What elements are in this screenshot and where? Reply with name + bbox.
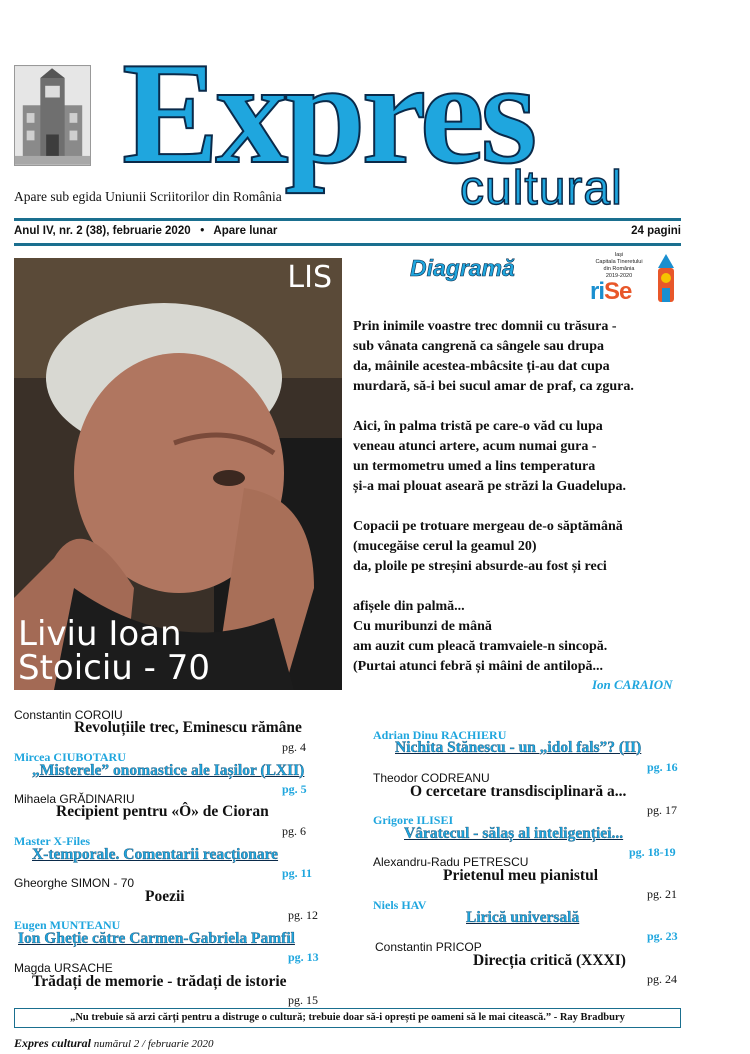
masthead-title: Expres xyxy=(122,32,534,194)
stanza-break xyxy=(353,497,693,517)
toc-author: Adrian Dinu RACHIERU xyxy=(373,728,507,742)
poem-line: veneau atunci artere, acum numai gura - xyxy=(353,439,597,454)
toc-title[interactable]: Nichita Stănescu - un „idol fals”? (II) xyxy=(395,739,642,756)
poem-line: și-a mai plouat aseară pe străzi la Guadelupa. xyxy=(353,479,627,494)
poem-line: sub vânata cangrenă ca sângele sau drupa xyxy=(353,339,605,354)
toc-author: Eugen MUNTEANU xyxy=(14,918,121,932)
toc-title[interactable]: Recipient pentru «Ô» de Cioran xyxy=(56,803,269,820)
toc-page: pg. 13 xyxy=(288,950,319,964)
divider-bottom xyxy=(14,243,681,246)
toc-title[interactable]: Prietenul meu pianistul xyxy=(443,867,599,884)
toc-page: pg. 16 xyxy=(647,760,678,774)
divider-top xyxy=(14,218,681,221)
masthead-subtitle: cultural xyxy=(460,162,623,215)
toc-author: Grigore ILISEI xyxy=(373,813,454,827)
masthead-egida: Apare sub egida Uniunii Scriitorilor din România xyxy=(14,189,282,204)
toc-page: pg. 5 xyxy=(282,782,307,796)
toc-author: Mircea CIUBOTARU xyxy=(14,750,126,764)
poem-line: da, mâinile acestea-mbâcsite ți-au dat cupa xyxy=(353,359,610,374)
rise-line1: Iași xyxy=(614,252,624,258)
toc-title[interactable]: O cercetare transdisciplinară a... xyxy=(410,783,627,800)
rise-logo-icon xyxy=(652,254,680,304)
toc-author: Constantin PRICOP xyxy=(375,940,482,954)
stanza-break xyxy=(353,577,693,597)
toc-page: pg. 6 xyxy=(282,824,306,838)
stanza-break xyxy=(353,397,693,417)
toc-author: Constantin COROIU xyxy=(14,708,123,722)
footer-name: Expres cultural xyxy=(14,1036,92,1050)
toc-page: pg. 4 xyxy=(282,740,306,754)
palace-icon xyxy=(15,66,90,165)
poem-line: (Purtai atunci febră și mâini de antilopă... xyxy=(353,659,604,674)
issue-frequency: Apare lunar xyxy=(213,225,278,237)
toc-title[interactable]: X-temporale. Comentarii reacționare xyxy=(32,846,279,863)
footer xyxy=(14,1036,214,1051)
poem-line: Prin inimile voastre trec domnii cu trăsura - xyxy=(353,319,617,334)
photo-caption-line2: Stoiciu - 70 xyxy=(18,648,210,688)
photo-tag: LIS xyxy=(287,260,332,295)
toc-title[interactable]: Poezii xyxy=(145,888,185,905)
rise-logo xyxy=(590,252,682,306)
poem-line: Aici, în palma tristă pe care-o văd cu lupa xyxy=(353,419,603,434)
quote-box xyxy=(14,1008,681,1028)
toc-page: pg. 18-19 xyxy=(629,845,676,859)
toc-page: pg. 23 xyxy=(647,929,678,943)
issue-number: Anul IV, nr. 2 (38), februarie 2020 xyxy=(14,225,191,237)
poem-line: Copacii pe trotuare mergeau de-o săptămână xyxy=(353,519,623,534)
toc-title[interactable]: Trădați de memorie - trădați de istorie xyxy=(32,973,287,990)
toc-author: Alexandru-Radu PETRESCU xyxy=(373,855,529,869)
poem-line: (mucegăise cerul la geamul 20) xyxy=(353,539,537,554)
photo-caption-line1: Liviu Ioan xyxy=(18,614,182,654)
rise-line2: Capitala Tineretului xyxy=(595,259,643,265)
poem-author: Ion CARAION xyxy=(592,677,673,692)
toc-title[interactable]: Vâratecul - sălaș al inteligenției... xyxy=(404,825,624,842)
toc-author: Gheorghe SIMON - 70 xyxy=(14,876,135,890)
toc-page: pg. 12 xyxy=(288,908,318,922)
rise-line3: din România xyxy=(603,266,635,272)
toc-title[interactable]: Revoluțiile trec, Eminescu rămâne xyxy=(74,719,302,736)
poem-line: da, ploile pe streșini absurde-au fost și reci xyxy=(353,559,607,574)
poem-line: Cu muribunzi de mână xyxy=(353,619,492,634)
quote-text: „Nu trebuie să arzi cărți pentru a distruge o cultură; trebuie doar să-i oprești pe oameni să le mai citească.” xyxy=(70,1012,552,1023)
poem-body xyxy=(353,317,693,677)
toc-page: pg. 11 xyxy=(282,866,313,880)
rise-line4: 2019-2020 xyxy=(605,273,633,279)
toc-page: pg. 17 xyxy=(647,803,677,817)
poem-line: am auzit cum pleacă tramvaiele-n sincopă. xyxy=(353,639,608,654)
issue-info xyxy=(14,225,277,237)
toc-title[interactable]: Lirică universală xyxy=(466,909,580,926)
rise-logo-caption xyxy=(590,252,648,280)
poem-line: un termometru umed a lins temperatura xyxy=(353,459,596,474)
toc-author: Master X-Files xyxy=(14,834,91,848)
toc-author: Theodor CODREANU xyxy=(373,771,490,785)
toc-page: pg. 15 xyxy=(288,993,318,1007)
toc-page: pg. 21 xyxy=(647,887,677,901)
palace-logo-image xyxy=(14,65,91,166)
toc-author: Mihaela GRĂDINARIU xyxy=(14,792,135,806)
toc-title[interactable]: Direcția critică (XXXI) xyxy=(473,952,626,969)
cover-photo xyxy=(14,258,342,690)
bullet-separator: • xyxy=(193,225,211,237)
rise-word: riSe xyxy=(590,278,632,305)
toc-title[interactable]: Ion Gheție către Carmen-Gabriela Pamfil xyxy=(18,930,295,947)
quote-author: - Ray Bradbury xyxy=(551,1012,625,1023)
toc-author: Magda URSACHE xyxy=(14,961,113,975)
page-count: 24 pagini xyxy=(631,225,681,237)
toc-page: pg. 24 xyxy=(647,972,677,986)
poem-line: afișele din palmă... xyxy=(353,599,465,614)
poem-line: murdară, să-i bei sucul amar de praf, ca zgura. xyxy=(353,379,634,394)
poem-title: Diagramă xyxy=(410,255,515,281)
footer-issue: numărul 2 / februarie 2020 xyxy=(91,1038,214,1050)
toc-author: Niels HAV xyxy=(373,898,427,912)
toc-title[interactable]: „Misterele” onomastice ale Iașilor (LXII) xyxy=(32,762,305,779)
